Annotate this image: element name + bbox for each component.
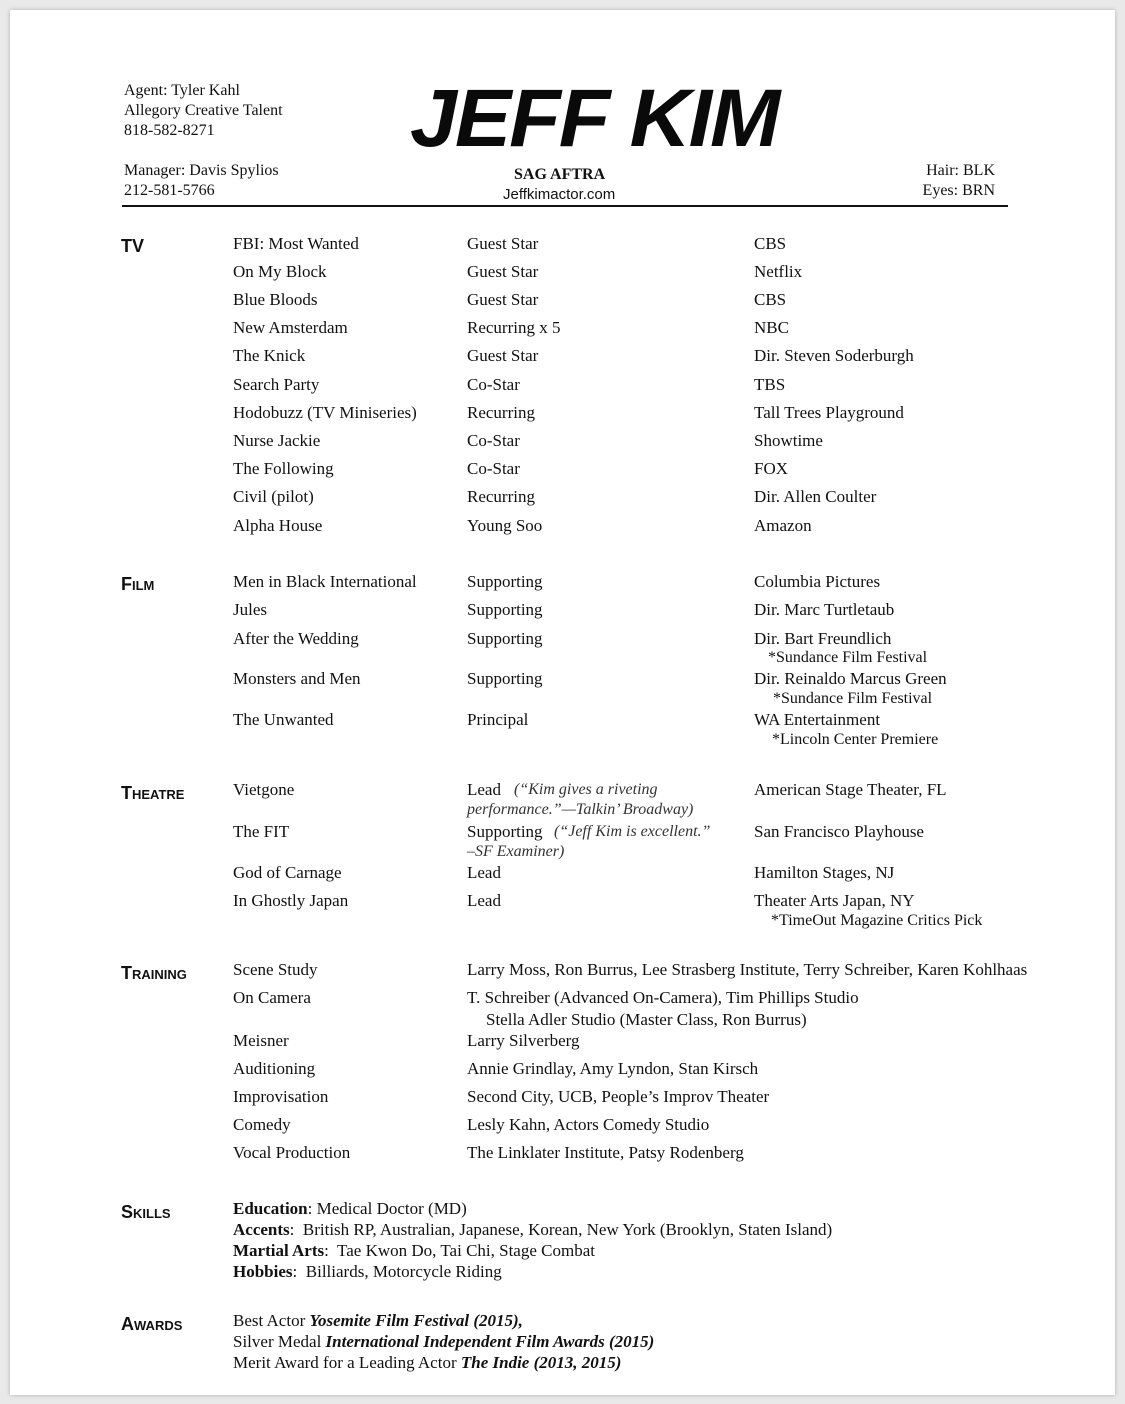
credit-role: Co-Star bbox=[467, 431, 520, 450]
training-teachers: The Linklater Institute, Patsy Rodenberg bbox=[467, 1143, 744, 1162]
manager-phone: 212-581-5766 bbox=[124, 182, 215, 199]
credit-venue: WA Entertainment bbox=[754, 710, 881, 729]
training-teachers: Larry Silverberg bbox=[467, 1031, 580, 1050]
credit-title: The FIT bbox=[233, 822, 290, 841]
credit-venue: Amazon bbox=[754, 516, 812, 535]
training-area: Meisner bbox=[233, 1031, 289, 1050]
agent-name: Agent: Tyler Kahl bbox=[124, 82, 240, 99]
agency-name: Allegory Creative Talent bbox=[124, 102, 283, 119]
award-event: International Independent Film Awards (2015) bbox=[325, 1332, 655, 1351]
credit-role: Guest Star bbox=[467, 346, 539, 365]
credit-title: New Amsterdam bbox=[233, 318, 348, 337]
credit-venue: Theater Arts Japan, NY bbox=[754, 891, 915, 910]
credit-title: FBI: Most Wanted bbox=[233, 234, 359, 253]
credit-role: Guest Star bbox=[467, 290, 539, 309]
actor-name: JEFF KIM bbox=[410, 73, 779, 164]
credit-title: God of Carnage bbox=[233, 863, 342, 882]
eye-color: Eyes: BRN bbox=[922, 182, 995, 199]
credit-title: Nurse Jackie bbox=[233, 431, 321, 450]
credit-role: Supporting bbox=[467, 629, 543, 648]
festival-note: *Sundance Film Festival bbox=[768, 649, 928, 666]
credit-role: Co-Star bbox=[467, 459, 520, 478]
agent-block bbox=[124, 81, 283, 141]
training-area: Scene Study bbox=[233, 960, 318, 979]
credit-role: Principal bbox=[467, 710, 529, 729]
award-line bbox=[233, 1332, 654, 1352]
training-area: On Camera bbox=[233, 988, 311, 1007]
credit-title: The Unwanted bbox=[233, 710, 334, 729]
training-teachers: Annie Grindlay, Amy Lyndon, Stan Kirsch bbox=[467, 1059, 759, 1078]
review-quote: (“Kim gives a riveting bbox=[514, 781, 658, 798]
award-name: Best Actor bbox=[233, 1311, 310, 1330]
credit-title: After the Wedding bbox=[233, 629, 359, 648]
skill-value: Tae Kwon Do, Tai Chi, Stage Combat bbox=[328, 1241, 595, 1260]
award-line bbox=[233, 1311, 523, 1331]
award-event: The Indie (2013, 2015) bbox=[460, 1353, 622, 1372]
credit-role: Lead bbox=[467, 780, 501, 799]
credit-venue: TBS bbox=[754, 375, 786, 394]
credit-title: The Knick bbox=[233, 346, 306, 365]
credit-role: Supporting bbox=[467, 572, 543, 591]
training-area: Auditioning bbox=[233, 1059, 316, 1078]
credit-venue: FOX bbox=[754, 459, 789, 478]
credit-title: Monsters and Men bbox=[233, 669, 361, 688]
credit-venue: Tall Trees Playground bbox=[754, 403, 904, 422]
training-area: Vocal Production bbox=[233, 1143, 351, 1162]
review-quote: (“Jeff Kim is excellent.” bbox=[554, 823, 711, 840]
physical-stats bbox=[923, 161, 995, 201]
resume-page bbox=[10, 10, 1115, 1395]
agent-phone: 818-582-8271 bbox=[124, 122, 215, 139]
review-quote-cont: performance.”—Talkin’ Broadway) bbox=[467, 801, 694, 818]
union-label: SAG AFTRA bbox=[514, 166, 606, 183]
section-training: Training bbox=[121, 963, 187, 983]
credit-role: Lead bbox=[467, 863, 501, 882]
credit-role: Co-Star bbox=[467, 375, 520, 394]
section-tv: TV bbox=[121, 236, 145, 256]
credit-title: Vietgone bbox=[233, 780, 295, 799]
skill-line bbox=[233, 1241, 595, 1261]
skill-sep: : bbox=[292, 1262, 298, 1281]
credit-title: Men in Black International bbox=[233, 572, 417, 591]
credit-role: Young Soo bbox=[467, 516, 543, 535]
credit-venue: Hamilton Stages, NJ bbox=[754, 863, 895, 882]
credit-role: Recurring bbox=[467, 403, 535, 422]
training-teachers-cont: Stella Adler Studio (Master Class, Ron Burrus) bbox=[486, 1010, 807, 1029]
credit-title: Jules bbox=[233, 600, 267, 619]
premiere-note: *Lincoln Center Premiere bbox=[772, 731, 939, 748]
manager-name: Manager: Davis Spylios bbox=[124, 162, 279, 179]
credit-venue: Netflix bbox=[754, 262, 803, 281]
credit-role: Lead bbox=[467, 891, 501, 910]
hair-color: Hair: BLK bbox=[926, 162, 995, 179]
skill-value: Billiards, Motorcycle Riding bbox=[297, 1262, 502, 1281]
credit-venue: CBS bbox=[754, 290, 787, 309]
skill-line bbox=[233, 1199, 467, 1219]
training-teachers: Lesly Kahn, Actors Comedy Studio bbox=[467, 1115, 710, 1134]
review-quote-cont: –SF Examiner) bbox=[467, 843, 565, 860]
credit-role: Supporting bbox=[467, 669, 543, 688]
skill-sep: : bbox=[307, 1199, 313, 1218]
credit-venue: San Francisco Playhouse bbox=[754, 822, 924, 841]
section-theatre: Theatre bbox=[121, 783, 185, 803]
website-link[interactable]: Jeffkimactor.com bbox=[503, 186, 616, 203]
credit-venue: Dir. Bart Freundlich bbox=[754, 629, 892, 648]
credit-role: Supporting bbox=[467, 822, 543, 841]
training-teachers: Larry Moss, Ron Burrus, Lee Strasberg Institute, Terry Schreiber, Karen Kohlhaas bbox=[467, 960, 1028, 979]
section-awards: Awards bbox=[121, 1314, 183, 1334]
credit-role: Recurring bbox=[467, 487, 535, 506]
festival-note: *Sundance Film Festival bbox=[773, 690, 933, 707]
critics-pick-note: *TimeOut Magazine Critics Pick bbox=[771, 912, 983, 929]
training-teachers: T. Schreiber (Advanced On-Camera), Tim Phillips Studio bbox=[467, 988, 859, 1007]
skill-value: British RP, Australian, Japanese, Korean, New York (Brooklyn, Staten Island) bbox=[294, 1220, 833, 1239]
credit-title: Search Party bbox=[233, 375, 320, 394]
award-line bbox=[233, 1353, 621, 1373]
credit-title: Civil (pilot) bbox=[233, 487, 314, 506]
training-area: Improvisation bbox=[233, 1087, 329, 1106]
credit-venue: Dir. Allen Coulter bbox=[754, 487, 877, 506]
skill-line bbox=[233, 1220, 832, 1240]
skill-label: Martial Arts bbox=[233, 1241, 325, 1260]
credit-role: Recurring x 5 bbox=[467, 318, 561, 337]
credit-venue: NBC bbox=[754, 318, 789, 337]
credit-role: Guest Star bbox=[467, 234, 539, 253]
credit-venue: CBS bbox=[754, 234, 787, 253]
credit-title: On My Block bbox=[233, 262, 327, 281]
skill-label: Education bbox=[233, 1199, 308, 1218]
credit-venue: Columbia Pictures bbox=[754, 572, 881, 591]
credit-title: Hodobuzz (TV Miniseries) bbox=[233, 403, 417, 422]
credit-role: Guest Star bbox=[467, 262, 539, 281]
header-divider bbox=[122, 205, 1008, 207]
skill-line bbox=[233, 1262, 502, 1282]
credit-title: Alpha House bbox=[233, 516, 323, 535]
skill-label: Hobbies bbox=[233, 1262, 293, 1281]
credit-venue: Dir. Reinaldo Marcus Green bbox=[754, 669, 947, 688]
credit-title: In Ghostly Japan bbox=[233, 891, 349, 910]
credit-venue: American Stage Theater, FL bbox=[754, 780, 947, 799]
training-teachers: Second City, UCB, People’s Improv Theater bbox=[467, 1087, 770, 1106]
credit-role: Supporting bbox=[467, 600, 543, 619]
skill-label: Accents bbox=[233, 1220, 290, 1239]
award-name: Merit Award for a Leading Actor bbox=[233, 1353, 461, 1372]
training-area: Comedy bbox=[233, 1115, 291, 1134]
credit-venue: Dir. Steven Soderburgh bbox=[754, 346, 914, 365]
credit-venue: Showtime bbox=[754, 431, 823, 450]
section-skills: Skills bbox=[121, 1202, 171, 1222]
credit-title: Blue Bloods bbox=[233, 290, 318, 309]
credit-venue: Dir. Marc Turtletaub bbox=[754, 600, 895, 619]
award-event: Yosemite Film Festival (2015), bbox=[309, 1311, 523, 1330]
skill-sep: : bbox=[289, 1220, 295, 1239]
skill-value: Medical Doctor (MD) bbox=[312, 1199, 467, 1218]
award-name: Silver Medal bbox=[233, 1332, 326, 1351]
skill-sep: : bbox=[324, 1241, 329, 1260]
manager-block bbox=[124, 161, 279, 201]
credit-title: The Following bbox=[233, 459, 334, 478]
section-film: Film bbox=[121, 574, 155, 594]
